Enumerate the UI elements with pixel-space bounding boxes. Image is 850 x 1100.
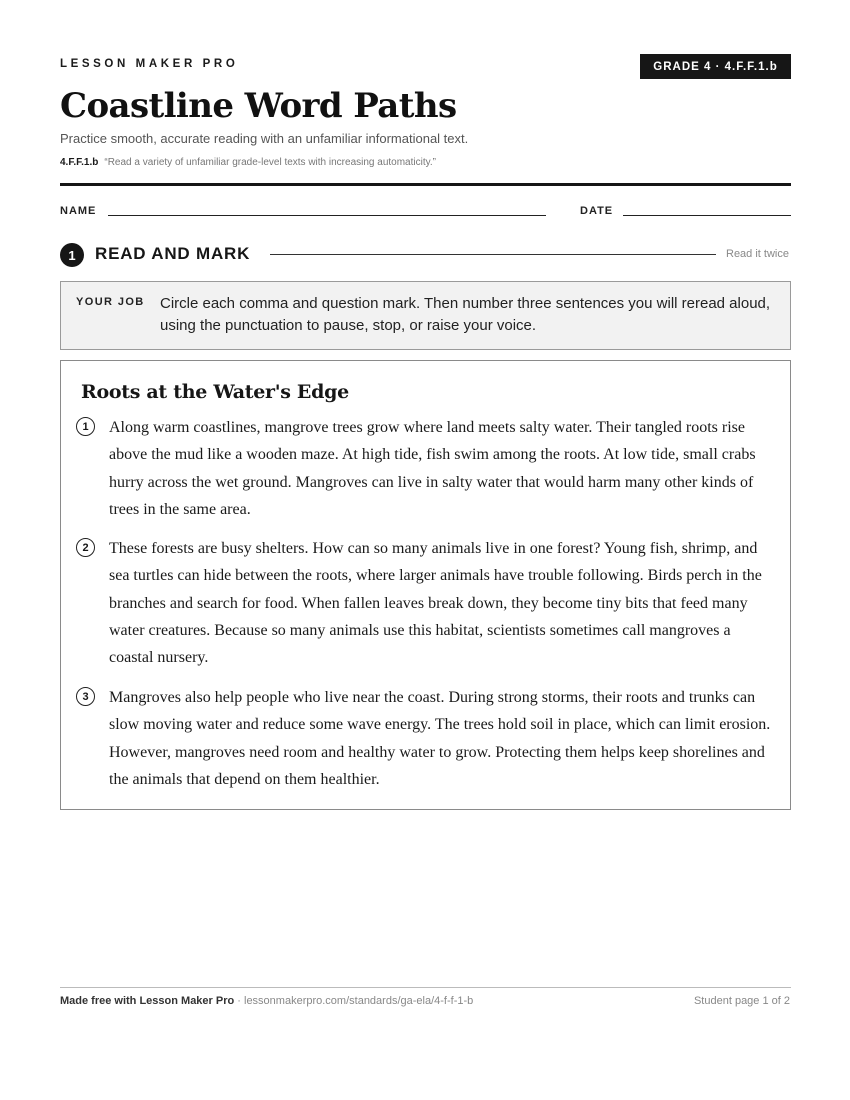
instructions-box	[60, 281, 791, 350]
instructions-label: YOUR JOB	[76, 296, 145, 308]
paragraph: Along warm coastlines, mangrove trees grow where land meets salty water. Their tangled roots rise above the mud like a wooden maze. At high tide, fish swim among the roots. At low tide, small crabs hurry across the wet ground. Mangroves can live in salty water that would harm many other kinds of trees in the same area.	[109, 419, 756, 518]
footer-url[interactable]: · lessonmakerpro.com/standards/ga-ela/4-f-f-1-b	[234, 995, 474, 1007]
paragraph: Mangroves also help people who live near the coast. During strong storms, their roots and trunks can slow moving water and reduce some wave energy. The trees hold soil in place, which can limit erosion. However, mangroves need room and healthy water to grow. Protecting them helps keep shorelines and the animals that depend on them healthier.	[109, 689, 771, 788]
standard-text: “Read a variety of unfamiliar grade-level texts with increasing automaticity.”	[104, 157, 436, 168]
paragraph-number: 1	[76, 417, 95, 436]
section-title: READ AND MARK	[95, 244, 251, 263]
footer-divider	[60, 987, 791, 988]
reading-passage	[60, 360, 791, 810]
standard-code: 4.F.F.1.b	[60, 157, 99, 168]
date-field[interactable]	[623, 215, 791, 216]
grade-badge: GRADE 4 · 4.F.F.1.b	[640, 54, 791, 79]
passage-title: Roots at the Water's Edge	[81, 381, 349, 403]
section-note: Read it twice	[726, 248, 789, 260]
date-label: DATE	[580, 205, 614, 217]
name-label: NAME	[60, 205, 97, 217]
header-divider	[60, 183, 791, 186]
name-field[interactable]	[108, 215, 546, 216]
section-divider	[270, 254, 716, 255]
footer-made-with: Made free with Lesson Maker Pro	[60, 995, 235, 1007]
page-title: Coastline Word Paths	[60, 86, 457, 126]
page-number: Student page 1 of 2	[693, 995, 790, 1007]
footer-credit	[60, 995, 473, 1007]
instructions-text: Circle each comma and question mark. Then number three sentences you will reread aloud, using the punctuation to pause, stop, or raise your voice.	[160, 295, 771, 334]
paragraph-number: 3	[76, 687, 95, 706]
standard-line	[60, 157, 436, 168]
section-number-badge: 1	[60, 243, 84, 267]
paragraph-number: 2	[76, 538, 95, 557]
paragraph: These forests are busy shelters. How can so many animals live in one forest? Young fish, shrimp, and sea turtles can hide between the roots, where larger animals have trouble following. Birds perch in the branches and search for food. When fallen leaves break down, they become tiny bits that feed many water creatures. Because so many animals use this habitat, scientists sometimes call mangroves a coastal nursery.	[109, 540, 762, 667]
brand-name: LESSON MAKER PRO	[60, 58, 239, 70]
page-subtitle: Practice smooth, accurate reading with an unfamiliar informational text.	[60, 131, 469, 146]
